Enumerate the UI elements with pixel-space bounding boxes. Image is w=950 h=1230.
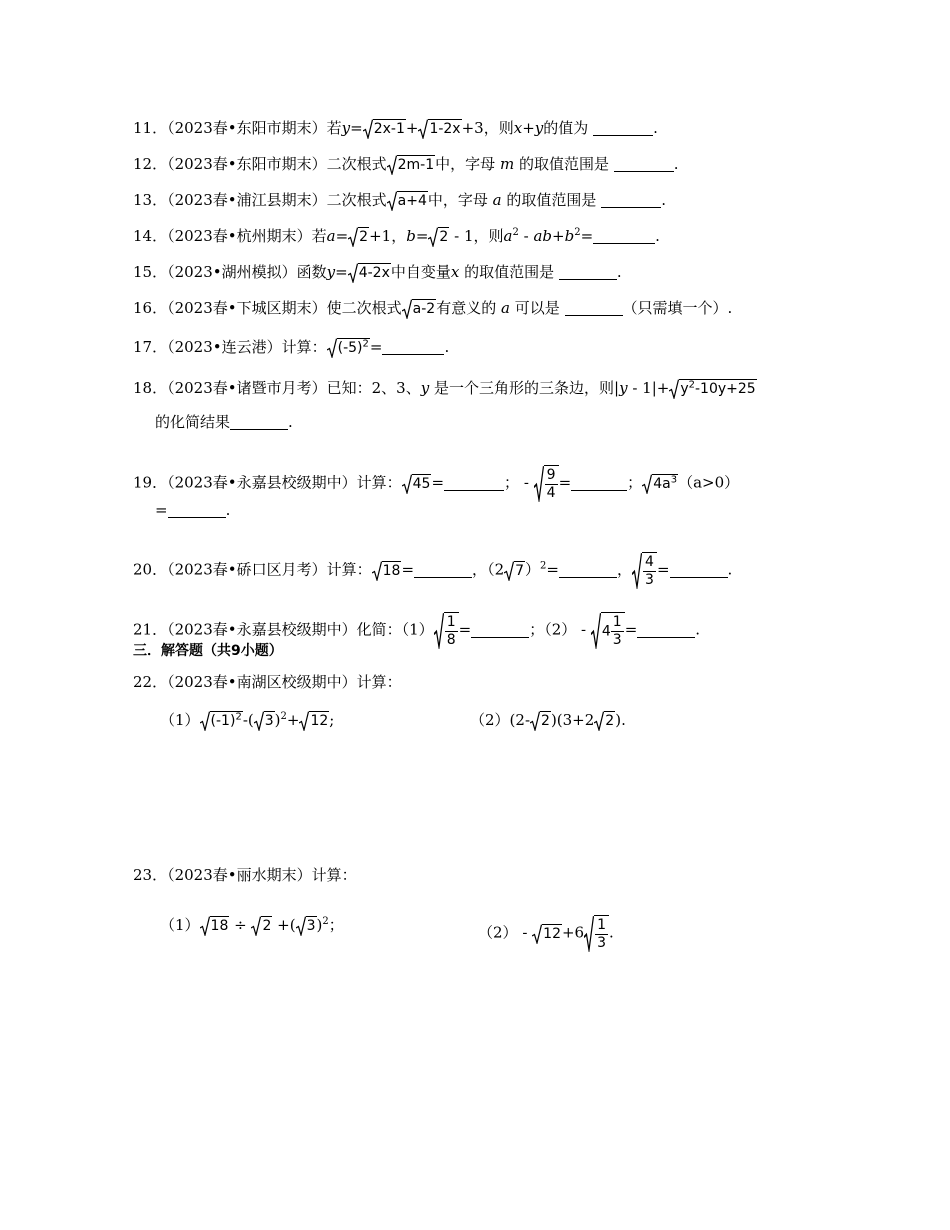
question-22: 22．（2023春•南湖区校级期中）计算： <box>133 673 402 691</box>
answer-blank[interactable] <box>230 415 288 430</box>
question-23-part1: （1） 18 ÷ 2 +( 3 )$^2$； <box>160 916 344 934</box>
sqrt-expression: 4-2x <box>348 263 391 283</box>
sqrt-expression: a-2 <box>402 299 437 319</box>
answer-blank[interactable] <box>471 623 529 638</box>
question-16: 16．（2023春•下城区期末）使二次根式 a-2 有意义的 a 可以是 （只需填一个）. <box>133 299 733 317</box>
question-23-part2: （2） - 12 +6 $\frac{1}{3}$ . <box>478 917 614 951</box>
question-13: 13．（2023春•浦江县期末）二次根式 a+4 中，字母 a 的取值范围是 . <box>133 191 666 209</box>
sqrt-fraction: $\frac{1}{8}$ <box>434 612 459 649</box>
question-19: 19．（2023春•永嘉县校级期中）计算： 45 = ； - $\frac{9}{4}$ = ； $4a^3$ （a>0） <box>133 467 740 501</box>
sqrt-expression: $(-5)^2$ <box>327 338 370 358</box>
sqrt-expression: 12 <box>299 711 329 731</box>
answer-blank[interactable] <box>637 623 695 638</box>
sqrt-expression: 3 <box>296 916 317 936</box>
question-18: 18．（2023春•诸暨市月考）已知：2、3、y 是一个三角形的三条边，则|y - 1|+ $y^2-10y+25$ <box>133 379 756 397</box>
question-18-line2: 的化简结果 . <box>155 413 293 431</box>
question-source: （2023春•东阳市期末） <box>167 119 327 137</box>
sqrt-fraction: $\frac{4}{3}$ <box>632 552 657 589</box>
question-14: 14．（2023春•杭州期末）若a= 2 +1，b= 2 - 1，则$a^2 - ab+b^2=$ . <box>133 227 660 245</box>
answer-blank[interactable] <box>382 340 444 355</box>
answer-blank[interactable] <box>593 229 655 244</box>
sqrt-expression: a+4 <box>387 191 428 211</box>
sqrt-expression: 2 <box>594 711 615 731</box>
answer-blank[interactable] <box>444 476 504 491</box>
question-19-line2: = . <box>155 501 231 519</box>
answer-blank[interactable] <box>670 563 728 578</box>
sqrt-expression: 45 <box>402 474 432 494</box>
section-heading: 三．解答题（共9小题） <box>133 643 283 659</box>
question-11: 11．（2023春•东阳市期末）若y= 2x-1 + 1-2x +3，则x+y的值为 . <box>133 119 658 137</box>
sqrt-expression: 2 <box>251 916 272 936</box>
question-15: 15．（2023•湖州模拟）函数y= 4-2x 中自变量x 的取值范围是 . <box>133 263 622 281</box>
sqrt-expression: 2 <box>348 227 369 247</box>
sqrt-expression: 2 <box>530 711 551 731</box>
sqrt-expression: $(-1)^2$ <box>200 711 243 731</box>
sqrt-fraction: $\frac{1}{3}$ <box>584 915 609 952</box>
sqrt-expression: 3 <box>254 711 275 731</box>
question-23: 23．（2023春•丽水期末）计算： <box>133 866 357 884</box>
answer-blank[interactable] <box>614 157 674 172</box>
sqrt-expression: 2m-1 <box>387 155 436 175</box>
answer-blank[interactable] <box>565 301 623 316</box>
sqrt-expression: $4a^3$ <box>642 474 678 494</box>
answer-blank[interactable] <box>593 121 653 136</box>
answer-blank[interactable] <box>559 265 617 280</box>
question-21: 21．（2023春•永嘉县校级期中）化简：（1） $\frac{1}{8}$ = ；（2） - 4 $\frac{1}{3}$ = . <box>133 614 701 648</box>
sqrt-expression: $y^2-10y+25$ <box>669 379 756 399</box>
question-20: 20．（2023春•硚口区月考）计算： 18 = ，（2 7 ）$^2$= ， $\frac{4}{3}$ = . <box>133 554 733 588</box>
sqrt-expression: 7 <box>504 561 525 581</box>
sqrt-expression: 2x-1 <box>363 119 406 139</box>
question-22-part1: （1） $(-1)^2$ -( 3 )$^2$+ 12 ; <box>160 711 335 729</box>
answer-blank[interactable] <box>571 476 627 491</box>
sqrt-mixed-number: 4 $\frac{1}{3}$ <box>591 612 625 649</box>
sqrt-expression: 12 <box>532 924 562 944</box>
question-number: 11． <box>133 119 168 137</box>
sqrt-fraction: $\frac{9}{4}$ <box>534 465 559 502</box>
answer-blank[interactable] <box>601 193 661 208</box>
sqrt-expression: 18 <box>200 916 230 936</box>
answer-blank[interactable] <box>414 563 472 578</box>
answer-blank[interactable] <box>168 503 226 518</box>
question-22-part2: （2）(2- 2 )(3+2 2 ). <box>470 711 626 729</box>
sqrt-expression: 2 <box>428 227 449 247</box>
question-17: 17．（2023•连云港）计算： $(-5)^2$ = . <box>133 338 450 356</box>
sqrt-expression: 1-2x <box>418 119 461 139</box>
question-12: 12．（2023春•东阳市期末）二次根式 2m-1 中，字母 m 的取值范围是 . <box>133 155 679 173</box>
answer-blank[interactable] <box>559 563 617 578</box>
sqrt-expression: 18 <box>372 561 402 581</box>
